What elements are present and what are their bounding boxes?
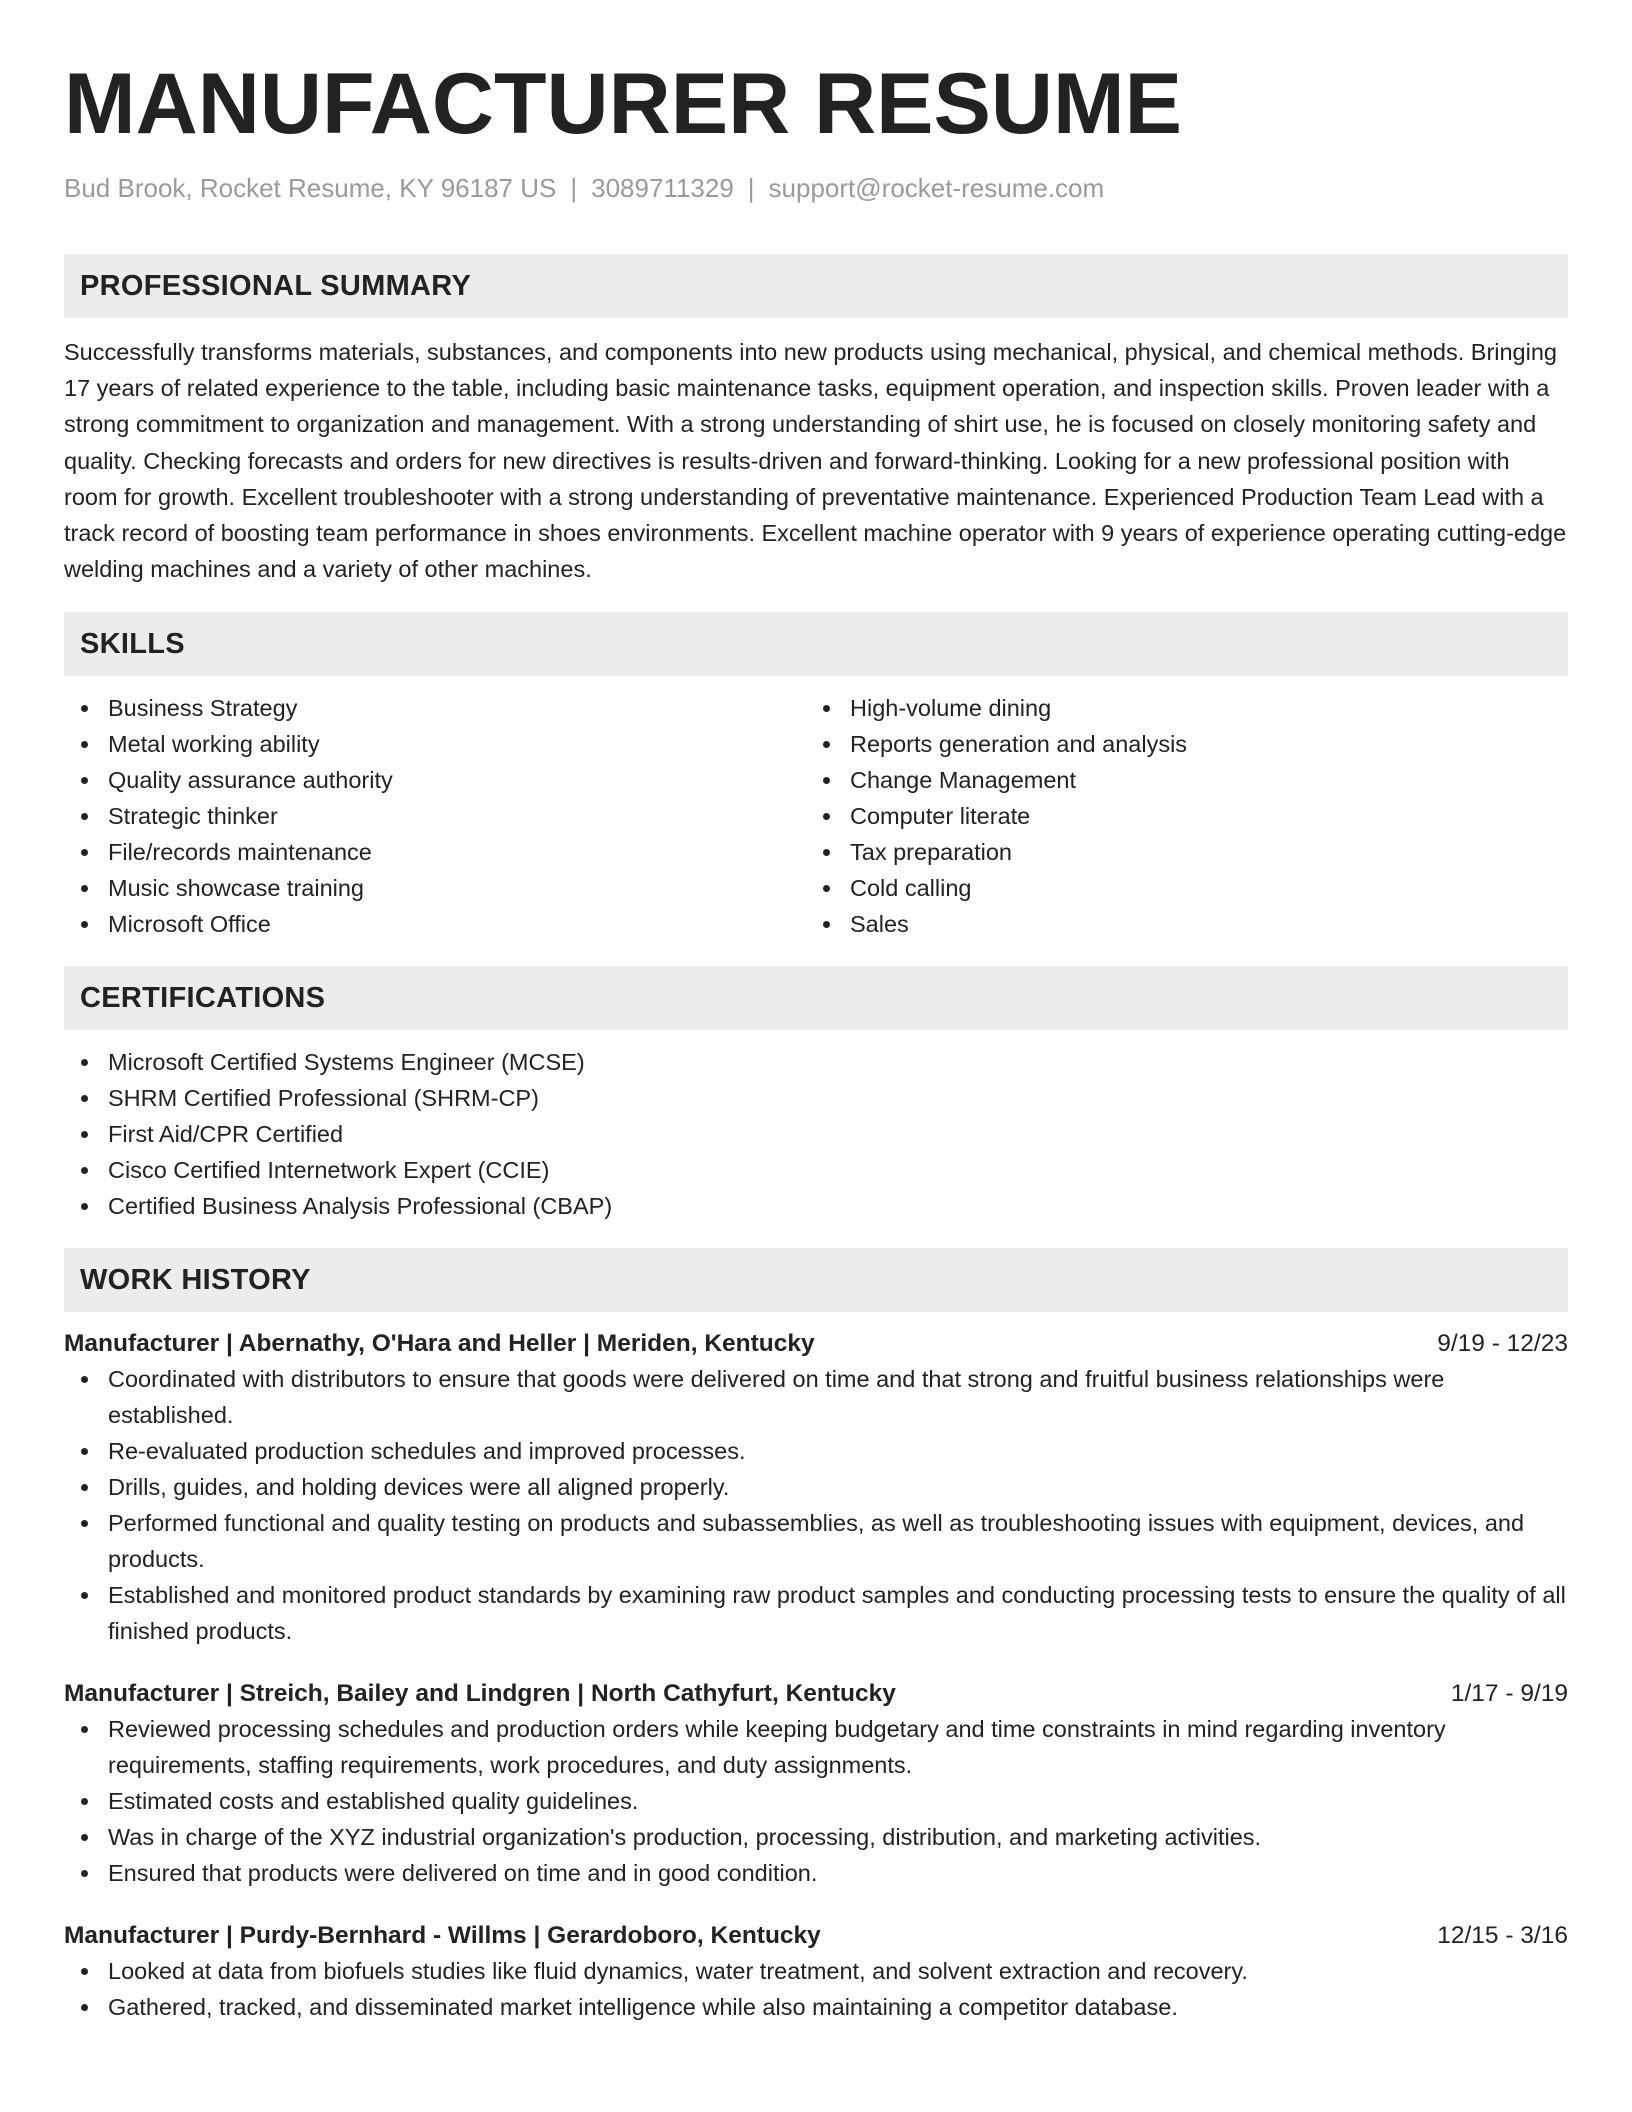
job-duty: Looked at data from biofuels studies like fluid dynamics, water treatment, and solvent extraction and recovery.: [108, 1953, 1568, 1989]
contact-separator: |: [570, 173, 578, 203]
job-duty: Re-evaluated production schedules and improved processes.: [108, 1433, 1568, 1469]
job-duty: Ensured that products were delivered on time and in good condition.: [108, 1855, 1568, 1891]
job-dates: 1/17 - 9/19: [1450, 1680, 1568, 1708]
work-history-section-header: WORK HISTORY: [64, 1248, 1568, 1312]
job-title: Manufacturer | Abernathy, O'Hara and Heller | Meriden, Kentucky: [64, 1330, 815, 1358]
skill-item: Reports generation and analysis: [850, 726, 1548, 762]
certification-item: SHRM Certified Professional (SHRM-CP): [108, 1080, 1568, 1116]
contact-separator: |: [747, 173, 755, 203]
skill-item: Tax preparation: [850, 834, 1548, 870]
certification-item: First Aid/CPR Certified: [108, 1116, 1568, 1152]
contact-phone: 3089711329: [591, 173, 734, 203]
summary-text: Successfully transforms materials, substances, and components into new products using mechanical, physical, and chemical methods. Bringing 17 years of related experience to the table, including basic maintenance tasks, equipment operation, and inspection skills. Proven leader with a strong commitment to organization and management. With a strong understanding of shirt use, he is focused on closely monitoring safety and quality. Checking forecasts and orders for new directives is results-driven and forward-thinking. Looking for a new professional position with room for growth. Excellent troubleshooter with a strong understanding of preventative maintenance. Experienced Production Team Lead with a track record of boosting team performance in shoes environments. Excellent machine operator with 9 years of experience operating cutting-edge welding machines and a variety of other machines.: [64, 339, 1567, 583]
job-duty: Reviewed processing schedules and production orders while keeping budgetary and time constraints in mind regarding inventory requirements, staffing requirements, work procedures, and duty assignments.: [108, 1711, 1568, 1783]
job-header: [64, 1919, 1568, 1953]
job-duty: Estimated costs and established quality guidelines.: [108, 1783, 1568, 1819]
skill-item: File/records maintenance: [108, 834, 806, 870]
job-duty: Coordinated with distributors to ensure that goods were delivered on time and that strong and fruitful business relationships were established.: [108, 1361, 1568, 1433]
job-entry: [64, 1919, 1568, 2025]
job-dates: 12/15 - 3/16: [1437, 1922, 1568, 1950]
skill-item: Computer literate: [850, 798, 1548, 834]
skill-item: Cold calling: [850, 870, 1548, 906]
job-duty: Gathered, tracked, and disseminated market intelligence while also maintaining a competitor database.: [108, 1989, 1568, 2025]
job-header: [64, 1677, 1568, 1711]
job-title: Manufacturer | Streich, Bailey and Lindgren | North Cathyfurt, Kentucky: [64, 1680, 896, 1708]
resume-title: MANUFACTURER RESUME: [64, 56, 1182, 152]
summary-section-header: PROFESSIONAL SUMMARY: [64, 254, 1568, 318]
skills-column-left: [64, 690, 806, 942]
job-entry: [64, 1677, 1568, 1891]
skill-item: Strategic thinker: [108, 798, 806, 834]
resume-page: [64, 0, 1568, 2025]
job-duty: Drills, guides, and holding devices were all aligned properly.: [108, 1469, 1568, 1505]
job-title: Manufacturer | Purdy-Bernhard - Willms | Gerardoboro, Kentucky: [64, 1922, 821, 1950]
skills-section-header: SKILLS: [64, 612, 1568, 676]
skill-item: High-volume dining: [850, 690, 1548, 726]
skill-item: Metal working ability: [108, 726, 806, 762]
certification-item: Cisco Certified Internetwork Expert (CCIE): [108, 1152, 1568, 1188]
job-header: [64, 1327, 1568, 1361]
contact-line: [64, 172, 1568, 204]
skill-item: Change Management: [850, 762, 1548, 798]
certification-item: Certified Business Analysis Professional (CBAP): [108, 1188, 1568, 1224]
job-duties-list: [64, 1711, 1568, 1891]
skills-column-right: [806, 690, 1548, 942]
job-duty: Established and monitored product standards by examining raw product samples and conducting processing tests to ensure the quality of all finished products.: [108, 1577, 1568, 1649]
certification-item: Microsoft Certified Systems Engineer (MCSE): [108, 1044, 1568, 1080]
certifications-list: [64, 1044, 1568, 1224]
job-duties-list: [64, 1953, 1568, 2025]
skills-list: [64, 690, 1568, 942]
job-duties-list: [64, 1361, 1568, 1649]
contact-address: Bud Brook, Rocket Resume, KY 96187 US: [64, 173, 557, 203]
job-duty: Performed functional and quality testing on products and subassemblies, as well as troubleshooting issues with equipment, devices, and products.: [108, 1505, 1568, 1577]
skill-item: Sales: [850, 906, 1548, 942]
job-duty: Was in charge of the XYZ industrial organization's production, processing, distribution, and marketing activities.: [108, 1819, 1568, 1855]
skill-item: Quality assurance authority: [108, 762, 806, 798]
job-entry: [64, 1327, 1568, 1649]
certifications-section-header: CERTIFICATIONS: [64, 966, 1568, 1030]
job-dates: 9/19 - 12/23: [1437, 1330, 1568, 1358]
skill-item: Music showcase training: [108, 870, 806, 906]
contact-email: support@rocket-resume.com: [768, 173, 1105, 203]
skill-item: Microsoft Office: [108, 906, 806, 942]
skill-item: Business Strategy: [108, 690, 806, 726]
